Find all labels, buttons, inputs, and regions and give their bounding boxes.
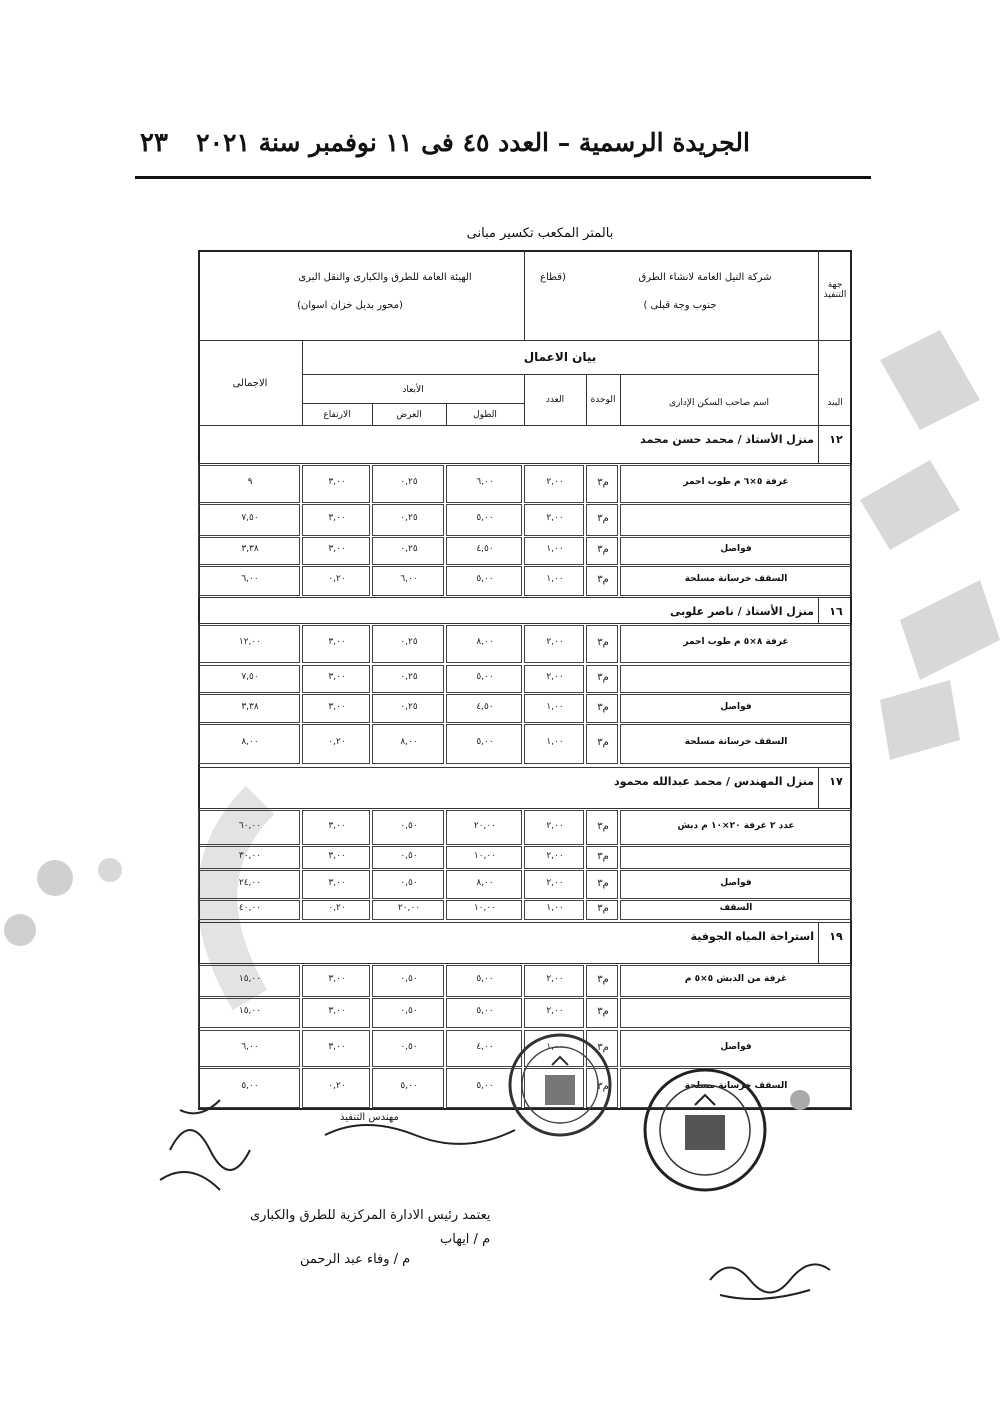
unit-value: م٣ [597, 877, 609, 889]
engineer-label: مهندس التنفيذ [340, 1112, 399, 1123]
row-description: السقف خرسانة مسلحة [684, 574, 788, 584]
height-header: الارتفاع [323, 410, 351, 420]
top-mid-label: (قطاع [540, 272, 566, 283]
section-title: منزل المهندس / محمد عبدالله محمود [614, 775, 814, 788]
cell-value: ٥,٠٠ [476, 974, 494, 984]
cell-value: ٠,٢٥ [400, 513, 418, 523]
handwritten-line-1: يعتمد رئيس الادارة المركزية للطرق والكبارى [250, 1208, 491, 1223]
top-block-divider [198, 340, 852, 341]
dimensions-header: الأبعاد [402, 385, 424, 395]
stamp-fragment [780, 1085, 820, 1115]
col-divider [818, 597, 819, 623]
handwritten-line-3: م / وفاء عبد الرحمن [300, 1252, 411, 1267]
cell-value: ٣,٠٠ [328, 637, 346, 647]
cell-value: ١,٠٠ [546, 903, 564, 913]
cell-value: ١٠,٠٠ [473, 850, 497, 861]
cell-value: ١,٠٠ [546, 574, 564, 584]
cell-value: ١,٠٠ [546, 1041, 564, 1052]
col-divider [818, 767, 819, 808]
cell-value: ٠,٢٥ [400, 477, 418, 487]
cell-value: ٣,٠٠ [328, 820, 346, 831]
cell-value: ٠,٢٠ [328, 1081, 346, 1091]
unit-value: م٣ [597, 850, 609, 862]
cell-value: ٣,٠٠ [328, 672, 346, 682]
top-left-line2: (محور بديل خزان اسوان) [297, 300, 403, 311]
section-item-number: ١٢ [829, 433, 843, 446]
cell-value: ٠,٥٠ [400, 1041, 418, 1052]
section-title: استراحة المياه الجوفية [690, 930, 814, 943]
unit-value: م٣ [597, 820, 609, 832]
official-seal-stamp [505, 1030, 615, 1140]
cell-value: ٥,٠٠ [476, 737, 494, 747]
top-block-col-divider [818, 250, 819, 340]
count-header: العدد [545, 395, 565, 405]
cell-value: ٠,٥٠ [400, 877, 418, 888]
header-row-divider [302, 374, 818, 375]
cell-value: ٨,٠٠ [476, 877, 494, 888]
signature-scribble [320, 1110, 520, 1150]
row-description: فواصل [720, 1041, 752, 1052]
cell-value: ٥,٠٠ [476, 1006, 494, 1016]
work-statement-header: بيان الاعمال [523, 350, 597, 364]
cell-value: ٩ [247, 477, 253, 487]
cell-value: ٤,٥٠ [476, 544, 494, 554]
unit-value: م٣ [597, 974, 609, 985]
section-title: منزل الأستاذ / محمد حسن محمد [640, 433, 814, 446]
cell-value: ٠,٥٠ [400, 820, 418, 831]
cell-value: ٢٤,٠٠ [238, 877, 262, 888]
cell-value: ٠,٢٠ [328, 574, 346, 584]
table-cell [620, 846, 852, 869]
cell-value: ٢,٠٠ [546, 637, 564, 647]
cell-value: ١٥,٠٠ [238, 974, 262, 984]
cell-value: ١,٠٠ [546, 544, 564, 554]
page-title: الجريدة الرسمية – العدد ٤٥ فى ١١ نوفمبر سنة ٢٠٢١ [196, 128, 750, 157]
cell-value: ٢,٠٠ [546, 1006, 564, 1016]
cell-value: ٦,٠٠ [241, 1041, 259, 1052]
signature-scribble [700, 1250, 840, 1310]
section-divider [198, 463, 852, 464]
cell-value: ٣,٠٠ [328, 701, 346, 712]
top-right-line2: جنوب وجة قبلى ) [643, 300, 717, 311]
cell-value: ٢,٠٠ [546, 672, 564, 682]
cell-value: ٣,٠٠ [328, 1006, 346, 1016]
row-description: غرفة من الدبش ٥×٥ م [684, 974, 788, 984]
cell-value: ٠,٥٠ [400, 974, 418, 984]
owner-name-header: اسم صاحب السكن الإدارى [668, 398, 770, 408]
dims-divider [302, 403, 524, 404]
cell-value: ٨,٠٠ [400, 737, 418, 747]
unit-value: م٣ [597, 1041, 609, 1053]
row-description: غرفة ٨×٥ م طوب احمر [683, 637, 789, 647]
cell-value: ٨,٠٠ [476, 637, 494, 647]
cell-value: ٦٠,٠٠ [238, 820, 262, 831]
unit-value: م٣ [597, 544, 609, 555]
section-title: منزل الأستاذ / ناصر علوبى [670, 605, 814, 618]
cell-value: ٠,٢٥ [400, 701, 418, 712]
section-divider [198, 425, 852, 426]
cell-value: ٥,٠٠ [476, 574, 494, 584]
cell-value: ٠,٢٥ [400, 544, 418, 554]
top-right-line1: شركة النيل العامة لانشاء الطرق [638, 272, 772, 283]
cell-value: ٢,٠٠ [546, 974, 564, 984]
section-item-number: ١٧ [829, 775, 843, 788]
unit-value: م٣ [597, 637, 609, 648]
cell-value: ٨,٠٠ [241, 737, 259, 747]
row-description: فواصل [720, 701, 752, 712]
cell-value: ٤,٥٠ [476, 701, 494, 712]
section-divider [198, 808, 852, 809]
cell-value: ٣,٣٨ [241, 544, 259, 554]
cell-value: ٤,٠٠ [476, 1041, 494, 1052]
cell-value: ١٢,٠٠ [238, 637, 262, 647]
cell-value: ٥,٠٠ [400, 1081, 418, 1091]
unit-value: م٣ [597, 574, 609, 585]
cell-value: ١,٠٠ [546, 737, 564, 747]
cell-value: ٠,٢٠ [328, 903, 346, 913]
cell-value: ١٥,٠٠ [238, 1006, 262, 1016]
cell-value: ٦,٠٠ [241, 574, 259, 584]
cell-value: ٧,٥٠ [241, 513, 259, 523]
cell-value: ٣,٠٠ [328, 544, 346, 554]
row-description: السقف خرسانة مسلحة [684, 737, 788, 747]
section-divider [198, 767, 852, 768]
cell-value: ١,٠٠ [546, 701, 564, 712]
cell-value: ٦,٠٠ [476, 477, 494, 487]
cell-value: ٢,٠٠ [546, 820, 564, 831]
total-header: الاجمالى [232, 378, 268, 389]
cell-value: ٥,٠٠ [476, 513, 494, 523]
cell-value: ٢٠,٠٠ [473, 820, 497, 831]
top-left-line1: الهيئة العامة للطرق والكبارى والنقل البرى [298, 272, 472, 283]
cell-value: ٣,٠٠ [328, 477, 346, 487]
table-cell [620, 665, 852, 693]
cell-value: ٣,٠٠ [328, 974, 346, 984]
cell-value: ٥,٠٠ [241, 1081, 259, 1091]
row-description: عدد ٢ غرفة ٢٠×١٠ م دبش [677, 820, 795, 831]
unit-value: م٣ [597, 737, 609, 748]
table-cell [620, 504, 852, 536]
unit-value: م٣ [597, 701, 609, 713]
table-cell [620, 998, 852, 1028]
cell-value: ٦,٠٠ [400, 574, 418, 584]
item-header: البند [827, 398, 843, 408]
page-number: ٢٣ [140, 128, 168, 158]
cell-value: ٣,٠٠ [328, 513, 346, 523]
unit-header: الوحدة [590, 395, 616, 405]
width-header: العرض [396, 410, 422, 420]
cell-value: ٥,٠٠ [476, 672, 494, 682]
col-divider [818, 922, 819, 963]
row-description: السقف خرسانة مسلحة [684, 1081, 788, 1091]
unit-value: م٣ [597, 477, 609, 488]
row-description: فواصل [720, 544, 752, 554]
cell-value: ٠,٥٠ [400, 850, 418, 861]
page-header [140, 128, 750, 168]
section-item-number: ١٩ [829, 930, 843, 943]
top-corner-label: جهة التنفيذ [823, 280, 847, 300]
header-rule [135, 176, 871, 179]
unit-value: م٣ [597, 513, 609, 524]
table-caption: بالمتر المكعب تكسير مبانى [466, 226, 614, 241]
section-divider [198, 963, 852, 964]
cell-value: ٣,٣٨ [241, 701, 259, 712]
cell-value: ٧,٥٠ [241, 672, 259, 682]
row-description: غرفة ٥×٦ م طوب احمر [683, 477, 789, 487]
cell-value: ٣,٠٠ [328, 877, 346, 888]
cell-value: ٥,٠٠ [476, 1081, 494, 1091]
top-block-col-divider [524, 250, 525, 340]
cell-value: ٢,٠٠ [546, 877, 564, 888]
cell-value: ٢,٠٠ [546, 477, 564, 487]
cell-value: ٣,٠٠ [328, 850, 346, 861]
cell-value: ٣٠,٠٠ [238, 850, 262, 861]
cell-value: ١٠,٠٠ [473, 903, 497, 913]
cell-value: ٢٠,٠٠ [397, 903, 421, 913]
row-description: السقف [719, 903, 753, 913]
section-item-number: ١٦ [829, 605, 843, 618]
section-divider [198, 922, 852, 923]
unit-value: م٣ [597, 903, 609, 914]
cell-value: ٠,٥٠ [400, 1006, 418, 1016]
cell-value: ٠,٢٥ [400, 672, 418, 682]
cell-value: ٠,٢٥ [400, 637, 418, 647]
cell-value: ٢,٠٠ [546, 850, 564, 861]
row-description: فواصل [720, 877, 752, 888]
cell-value: ٣,٠٠ [328, 1041, 346, 1052]
handwritten-line-2: م / ايهاب [440, 1232, 491, 1247]
cell-value: ٢,٠٠ [546, 513, 564, 523]
section-divider [198, 597, 852, 598]
cell-value: ٠,٢٠ [328, 737, 346, 747]
official-seal-stamp [640, 1065, 770, 1195]
unit-value: م٣ [597, 1081, 609, 1092]
cell-value: ٤٠,٠٠ [238, 903, 262, 913]
col-divider [818, 340, 819, 425]
section-divider [198, 623, 852, 624]
col-divider [818, 425, 819, 463]
unit-value: م٣ [597, 1006, 609, 1017]
length-header: الطول [473, 410, 497, 420]
unit-value: م٣ [597, 672, 609, 683]
